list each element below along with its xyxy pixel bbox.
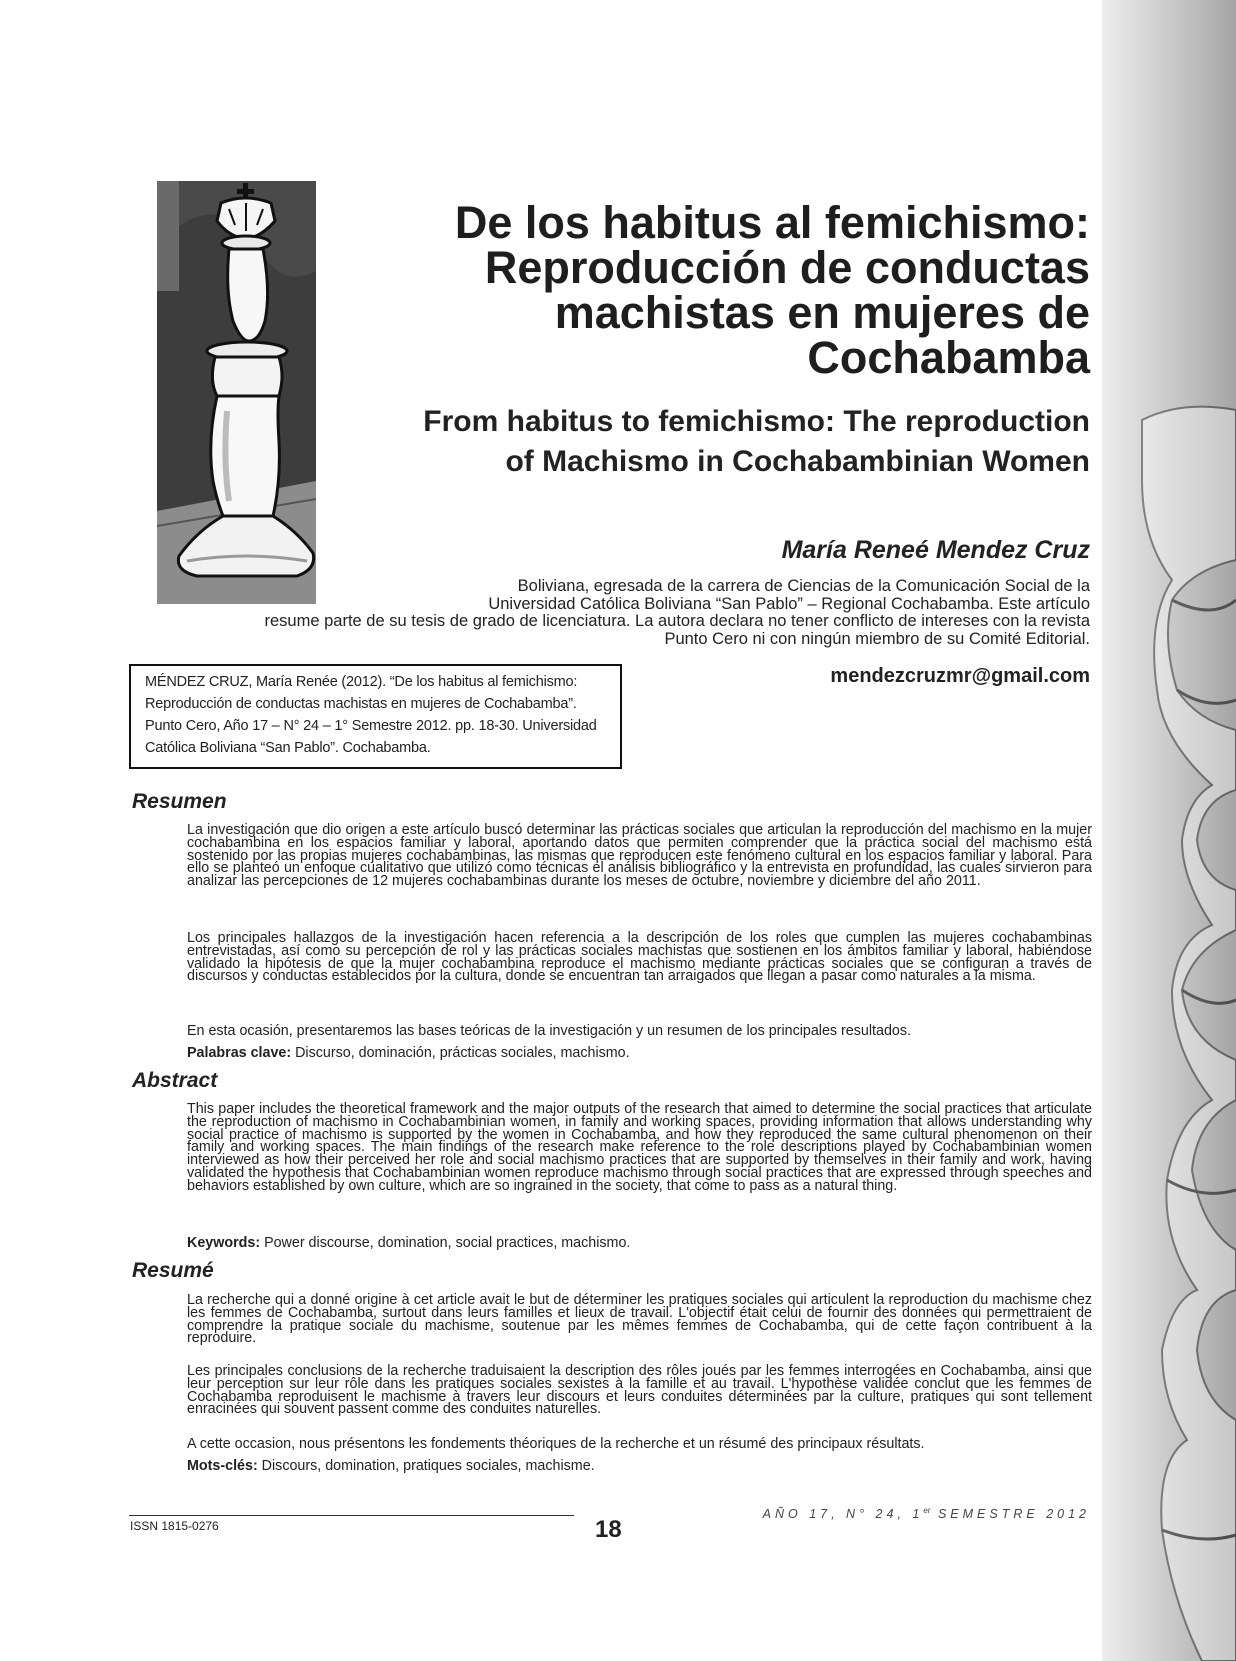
issue-main: AÑO 17, N° 24, 1 xyxy=(762,1507,924,1522)
title-line: machistas en mujeres de xyxy=(554,287,1090,338)
resume-paragraph-1: La recherche qui a donné origine à cet article avait le but de déterminer les pratiques sociales qui articulent la reproduction du machisme chez les femmes de Cochabamba, surtout dans leurs familles et lieux de travail. L'objectif était celui de fournir des données qui permettraient de comprendre la pratique sociale du machisme, soutenue par les mêmes femmes de Cochabamba, qui de cette façon contribuent à la reproduire. xyxy=(187,1292,1092,1347)
issn-number: ISSN 1815-0276 xyxy=(130,1519,219,1533)
page-number: 18 xyxy=(595,1516,622,1543)
chess-king-illustration xyxy=(157,181,316,604)
author-email[interactable]: mendezcruzmr@gmail.com xyxy=(830,665,1090,687)
resumen-paragraph-1: La investigación que dio origen a este artículo buscó determinar las prácticas sociales que articulan la reproducción del machismo en la mujer cochabambina en los espacios familiar y laboral, aportando datos que permiten comprender que la práctica social del machismo está sostenido por las propias mujeres cochabambinas, las mismas que reproducen este fenómeno cultural en los espacios familiar y laboral. Para ello se planteó un enfoque cualitativo que utilizó como técnicas el análisis bibliográfico y la entrevista en profundidad, las cuales sirvieron para analizar las percepciones de 12 mujeres cochabambinas durante los meses de octubre, noviembre y diciembre del año 2011. xyxy=(187,822,1092,890)
title-line: Reproducción de conductas xyxy=(484,242,1090,293)
abstract-paragraph: This paper includes the theoretical framework and the major outputs of the research that aimed to determine the social practices that articulate the reproduction of machismo in Cochabambinian women, in family and working spaces, providing information that allows understanding why social practice of machismo is supported by the women in Cochabamba, and how they reproduced the same cultural phenomenon on their family and working spaces. The main findings of the research make reference to the role descriptions played by Cochabambinian women interviewed as how their perceived her role and social machismo practices that are supported by themselves in their family and work, having validated the hypothesis that Cochabambinian women reproduce machismo through social practices that are expressed through speeches and behaviors established by own culture, which are so ingrained in the society, that come to pass as a natural thing. xyxy=(187,1101,1092,1194)
bio-line: Boliviana, egresada de la carrera de Ciencias de la Comunicación Social de la xyxy=(517,577,1090,595)
resume-keywords xyxy=(187,1458,595,1474)
article-subtitle xyxy=(330,402,1090,482)
issue-superscript: er xyxy=(923,1506,931,1515)
resumen-paragraph-2: Los principales hallazgos de la investigación hacen referencia a la descripción de los roles que cumplen las mujeres cochabambinas entrevistadas, así como su percepción de rol y las prácticas sociales machistas que sostienen en los ámbitos familiar y laboral, habiéndose validado la hipótesis de que la mujer cochabambina reproduce el machismo mediante prácticas sociales que se configuran a través de discursos y conductas establecidos por la cultura, donde se encuentran tan arraigados que llegan a pasar como naturales a la misma. xyxy=(187,930,1092,985)
title-line: De los habitus al femichismo: xyxy=(454,197,1090,248)
keywords-text: Power discourse, domination, social practices, machismo. xyxy=(260,1235,631,1251)
keywords-label: Palabras clave: xyxy=(187,1045,292,1061)
bio-line: Punto Cero ni con ningún miembro de su Comité Editorial. xyxy=(664,629,1090,648)
chess-pieces-edge-illustration xyxy=(1102,0,1236,1661)
section-heading-resumen: Resumen xyxy=(132,790,227,813)
article-title xyxy=(370,197,1090,383)
resume-paragraph-2: Les principales conclusions de la recherche traduisaient la description des rôles joués par les femmes interrogées en Cochabamba, ainsi que leur perception sur leur rôle dans les pratiques sociales sexistes à la famille et au travail. L'hypothèse validée conclut que les femmes de Cochabamba reproduisent le machisme à travers leur discours et leurs conduites déterminées par la culture, pratiques qui sont tellement enracinées qui souvent passent comme des conduites naturelles. xyxy=(187,1363,1092,1418)
page-edge-decoration xyxy=(1102,0,1236,1661)
keywords-text: Discours, domination, pratiques sociales, machisme. xyxy=(257,1458,595,1474)
bio-line: resume parte de su tesis de grado de licenciatura. La autora declara no tener conflicto de intereses con la revista xyxy=(264,612,1090,630)
subtitle-line: of Machismo in Cochabambinian Women xyxy=(505,445,1090,478)
footer-rule xyxy=(129,1515,574,1516)
title-line: Cochabamba xyxy=(807,332,1090,383)
author-bio xyxy=(180,578,1090,648)
subtitle-line: From habitus to femichismo: The reproduction xyxy=(423,405,1090,438)
section-heading-abstract: Abstract xyxy=(132,1069,218,1092)
keywords-label: Keywords: xyxy=(187,1235,261,1251)
abstract-keywords xyxy=(187,1235,630,1251)
keywords-label: Mots-clés: xyxy=(187,1458,258,1474)
resumen-keywords xyxy=(187,1045,630,1061)
resume-paragraph-3: A cette occasion, nous présentons les fondements théoriques de la recherche et un résumé des principaux résultats. xyxy=(187,1436,925,1452)
keywords-text: Discurso, dominación, prácticas sociales, machismo. xyxy=(291,1045,630,1061)
section-heading-resume: Resumé xyxy=(132,1259,214,1282)
resumen-paragraph-3: En esta ocasión, presentaremos las bases teóricas de la investigación y un resumen de los principales resultados. xyxy=(187,1023,911,1039)
issue-info xyxy=(763,1506,1090,1521)
issue-tail: SEMESTRE 2012 xyxy=(930,1507,1090,1522)
citation-box: MÉNDEZ CRUZ, María Renée (2012). “De los habitus al femichismo: Reproducción de conductas machistas en mujeres de Cochabamba”. Punto Cero, Año 17 – N° 24 – 1° Semestre 2012. pp. 18-30. Universidad Católica Boliviana “San Pablo”. Cochabamba. xyxy=(129,664,622,769)
chess-king-icon xyxy=(157,181,316,604)
author-name: María Reneé Mendez Cruz xyxy=(781,536,1090,564)
bio-line: Universidad Católica Boliviana “San Pablo” – Regional Cochabamba. Este artículo xyxy=(488,594,1090,613)
